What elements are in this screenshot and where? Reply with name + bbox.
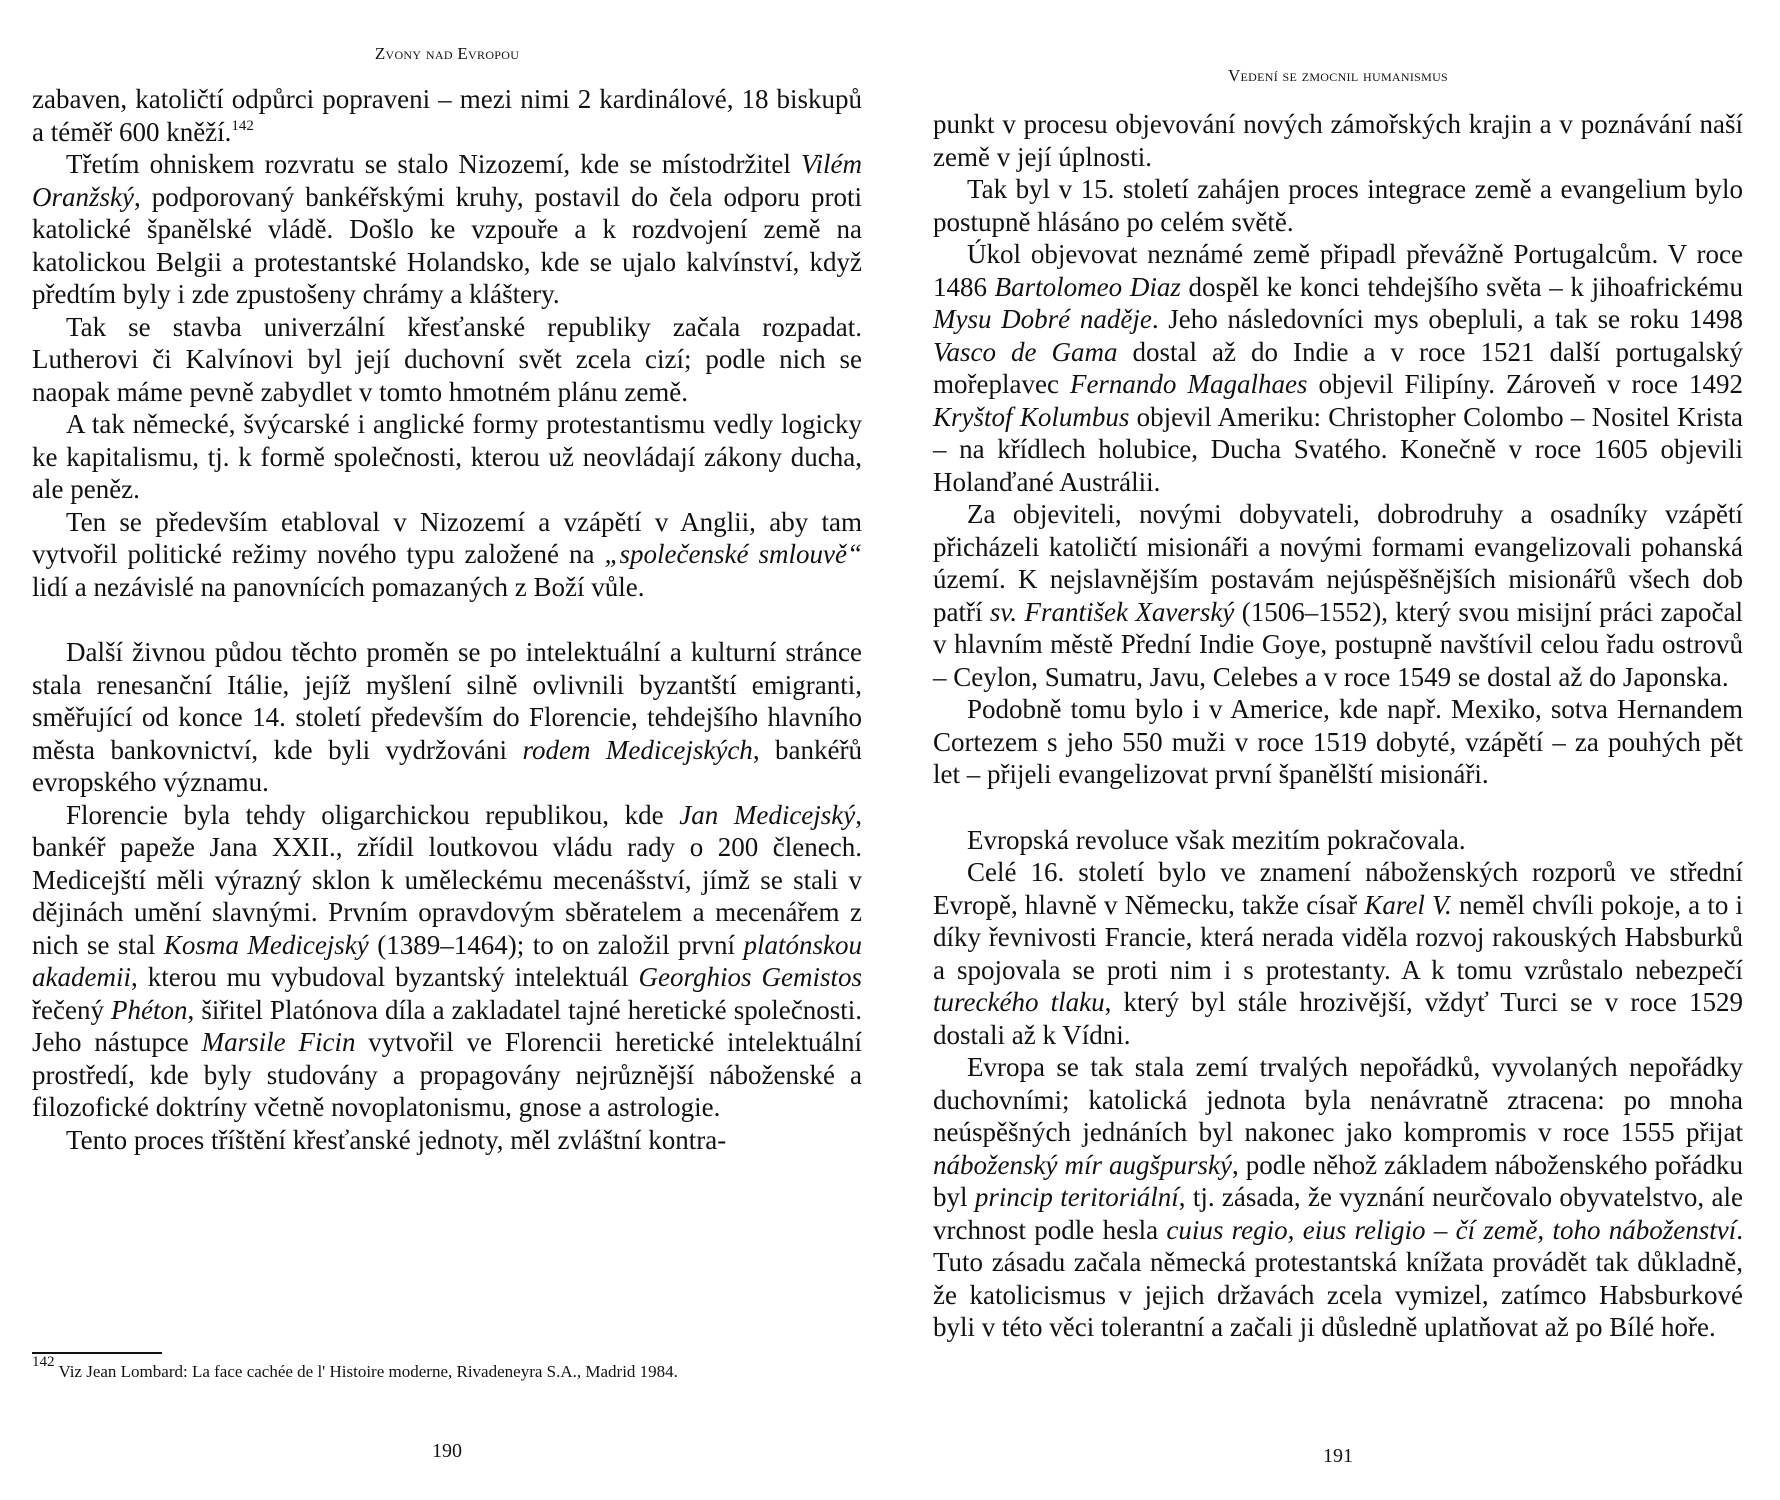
running-head: Zvony nad Evropou [374,44,520,63]
text-run: dostal až do Indie a v roce 1521 další portugalský mořeplavec [933,336,1743,399]
footnote-marker: 142 [231,117,254,134]
italic-quote: cuius regio, eius religio – čí země, toho náboženství [1166,1214,1737,1245]
paragraph [32,83,862,148]
text-run: Evropa se tak stala zemí trvalých nepořádků, vyvolaných nepořádky duchovními; katolická jednota byla nenávratně ztracena: po mnoha neúspěšných jednáních byl nakonec jako kompromis v roce 1555 přijat [933,1052,1743,1147]
paragraph [933,238,1743,498]
paragraph [933,856,1743,1051]
text-run: dospěl ke konci tehdejšího světa – k jihoafrickému [1180,271,1744,302]
text-run: řečený [32,994,112,1025]
text-run: , bankéřů evropského významu. [32,734,862,797]
text-run: Florencie byla tehdy oligarchickou republikou, kde [66,799,680,830]
italic-name: Vasco de Gama [933,336,1118,367]
footnote [32,1354,862,1384]
text-run: , který byl stále hrozivější, vždyť Turci se v roce 1529 dostali až k Vídni. [933,987,1743,1050]
italic-name: Marsile Ficin [201,1027,356,1057]
italic-name: Vilém Oranžský [32,149,862,212]
text-run: objevil Filipíny. Zároveň v roce 1492 [1307,369,1743,399]
paragraph: Evropská revoluce však mezitím pokračovala. [967,824,1466,855]
text-run: , kterou mu vybudoval byzantský intelektuál [130,962,639,992]
paragraph [32,636,862,799]
text-run: objevil Ameriku: Christopher Colombo – Nositel Krista – na křídlech holubice, Ducha Svatého. Konečně v roce 1605 objevili Holanďané Austrálii. [933,401,1743,497]
italic-name: Karel V. [1364,889,1452,920]
page-body [933,108,1743,1344]
text-run: zabaven, katoličtí odpůrci popraveni – mezi nimi 2 kardinálové, 18 biskupů a téměř 600 kněží. [32,84,862,147]
paragraph: punkt v procesu objevování nových zámořských krajin a v poznávání naší země v její úplnosti. [933,109,1743,172]
italic-name: Kosma Medicejský [163,929,369,960]
paragraph: Tak byl v 15. století zahájen proces integrace země a evangelium bylo postupně hlásáno po celém světě. [933,174,1743,237]
italic-term: platónskou akademii [32,929,862,992]
text-run: , bankéř papeže Jana XXII., zřídil loutkovou vládu rady o 200 členech. Medicejští měli výrazný sklon k uměleckému mecenášství, jímž se stali v dějinách umění slavnými. Prvním opravdovým sběratelem a mecenářem z nich se stal [32,799,863,960]
text-run: Celé 16. století bylo ve znamení náboženských rozporů ve střední Evropě, hlavně v Německu, takže císař [933,857,1743,920]
italic-name: Fernando Magalhaes [1069,369,1308,399]
footnote-number: 142 [32,1354,55,1370]
text-run: , šiřitel Platónova díla a zakladatel tajné heretické společnosti. Jeho nástupce [32,994,862,1057]
text-run: . Tuto zásadu začala německá protestantská knížata provádět tak důkladně, že katolicismus v jejich državách zcela vymizel, zatímco Habsburkové byli v této věci tolerantní a začali ji důsledně uplatňovat až po Bílé hoře. [933,1214,1743,1342]
running-head: Vedení se zmocnil humanismus [1227,66,1449,85]
footnote-text: Viz Jean Lombard: La face cachée de l' Histoire moderne, Rivadeneyra S.A., Madrid 1984. [54,1362,678,1381]
italic-term: princip teritoriální [974,1182,1179,1212]
text-run: lidí a nezávislé na panovnících pomazaných z Boží vůle. [32,571,645,602]
paragraph: A tak německé, švýcarské i anglické formy protestantismu vedly logicky ke kapitalismu, tj. k formě společnosti, kterou už neovládají zákony ducha, ale peněz. [32,409,862,504]
italic-term: rodem Medicejských [522,734,753,765]
text-run: Úkol objevovat neznámé země připadl převážně Portugalcům. V roce 1486 [933,239,1743,302]
paragraph [32,506,862,604]
text-run: vytvořil ve Florencii heretické intelektuální prostředí, kde byly studovány a propagovány nejrůznější náboženské a filozofické doktríny včetně novoplatonismu, gnose a astrologie. [32,1027,862,1122]
italic-term: tureckého tlaku [933,987,1105,1017]
paragraph [32,799,862,1124]
italic-name: Phéton [111,994,188,1025]
italic-name: sv. František Xaverský [989,596,1235,627]
text-run: , podle něhož základem náboženského pořádku byl [933,1149,1744,1212]
paragraph: Podobně tomu bylo i v Americe, kde např. Mexiko, sotva Hernandem Cortezem s jeho 550 muži v roce 1519 dobyté, vzápětí – za pouhých pět let – přijeli evangelizovat první španělští misionáři. [933,694,1743,789]
italic-name: Bartolomeo Diaz [994,271,1181,302]
paragraph [32,148,862,311]
text-run: (1389–1464); to on založil první [368,929,744,960]
text-run: , podporovaný bankéřskými kruhy, postavil do čela odporu proti katolické španělské vládě. Došlo ke vzpouře a k rozdvojení země na katolickou Belgii a protestantské Holandsko, kde se ujalo kalvínství, když předtím byly i zde zpustošeny chrámy a kláštery. [32,181,862,309]
page-number: 190 [432,1440,462,1462]
text-run: Za objeviteli, novými dobyvateli, dobrodruhy a osadníky vzápětí přicházeli katoličtí misionáři a novými formami evangelizovali pohanská území. K nejslavnějším postavám nejúspěšnějších misionářů všech dob patří [933,499,1743,627]
italic-term: „společenské smlouvě“ [604,539,862,569]
text-run: (1506–1552), který svou misijní práci započal v hlavním městě Přední Indie Goye, postupně navštívil celou řadu ostrovů – Ceylon, Sumatru, Javu, Celebes a v roce 1549 se dostal až do Japonska. [933,596,1743,692]
paragraph: Tak se stavba univerzální křesťanské republiky začala rozpadat. Lutherovi či Kalvínovi byl její duchovní svět zcela cizí; podle nich se naopak máme pevně zabydlet v tomto hmotném plánu země. [32,311,862,407]
italic-name: Jan Medicejský [679,799,856,830]
page-body [32,83,862,1156]
italic-name: Georghios Gemistos [638,962,862,992]
text-run: , tj. zásada, že vyznání neurčovalo obyvatelstvo, ale vrchnost podle hesla [933,1182,1743,1245]
paragraph [933,498,1743,693]
text-run: Další živnou půdou těchto proměn se po intelektuální a kulturní stránce stala renesanční Itálie, jejíž myšlení silně ovlivnili byzantští emigranti, směřující od konce 14. století především do Florencie, tehdejšího hlavního města bankovnictví, kde byli vydržováni [32,637,862,765]
text-run: Třetím ohniskem rozvratu se stalo Nizozemí, kde se místodržitel [66,149,802,179]
text-run: . Jeho následovníci mys obepluli, a tak se roku 1498 [1151,304,1743,334]
text-run: Ten se především etabloval v Nizozemí a vzápětí v Anglii, aby tam vytvořil politické režimy nového typu založené na [32,506,862,569]
text-run: neměl chvíli pokoje, a to i díky řevnivosti Francie, která nerada viděla rozvoj rakouských Habsburků a spojovala se proti nim i s protestanty. A k tomu vzrůstalo nebezpečí [933,889,1743,985]
paragraph: Tento proces tříštění křesťanské jednoty, měl zvláštní kontra- [66,1124,727,1155]
paragraph [933,1051,1743,1344]
italic-place: Mysu Dobré naděje [933,304,1152,334]
page-number: 191 [1323,1445,1353,1467]
italic-term: náboženský mír augšpurský [933,1149,1232,1180]
italic-name: Kryštof Kolumbus [933,401,1130,432]
